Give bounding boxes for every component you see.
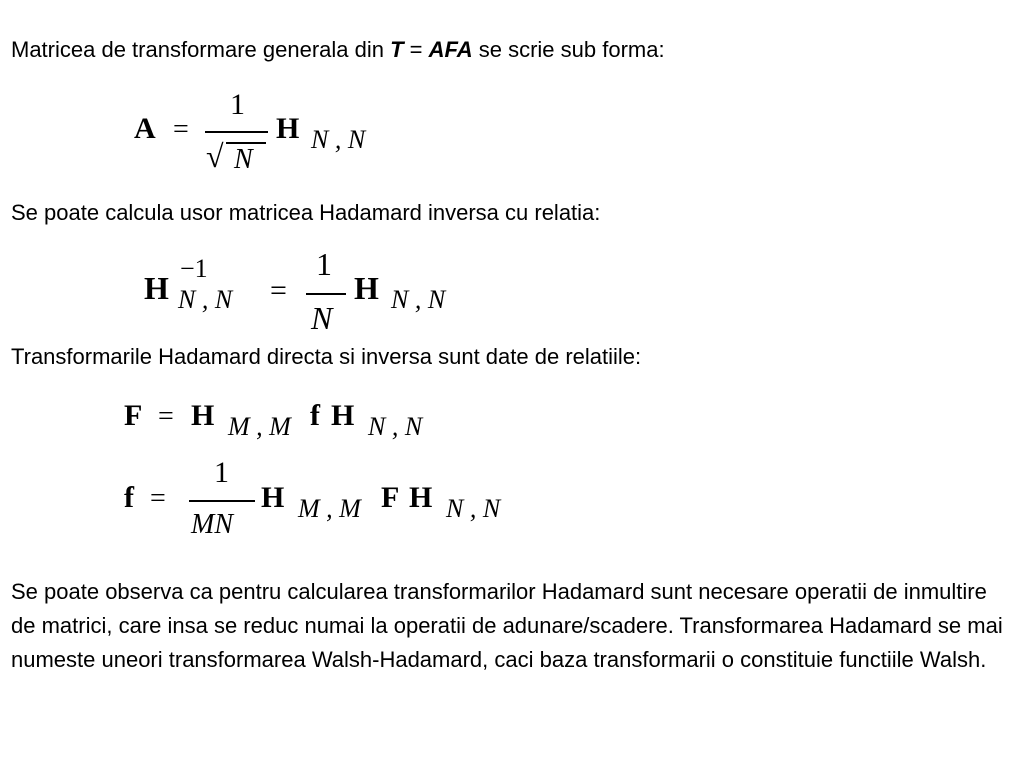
eq3-equals: = <box>158 401 174 432</box>
eq4-subscript-1: M , M <box>298 494 361 523</box>
eq2-matrix: H <box>354 270 379 306</box>
eq2-denominator: N <box>311 300 333 336</box>
eq1-matrix: H <box>276 112 300 145</box>
eq1-fraction-bar <box>205 131 268 133</box>
intro-text-end: se scrie sub forma: <box>472 37 665 62</box>
eq2-superscript: −1 <box>180 254 208 283</box>
eq2-equals: = <box>270 274 287 307</box>
intro-symbol-afa: AFA <box>428 37 473 62</box>
intro-equals: = <box>403 37 429 62</box>
eq1-radical-overline <box>226 142 266 144</box>
eq2-subscript: N , N <box>391 285 446 314</box>
eq4-fraction-bar <box>189 500 255 502</box>
eq3-subscript-1: M , M <box>228 412 291 441</box>
eq2-numerator: 1 <box>316 246 332 282</box>
eq3-matrix-2: H <box>331 399 355 432</box>
intro-text-start: Matricea de transformare generala din <box>11 37 391 62</box>
eq3-subscript-2: N , N <box>368 412 423 441</box>
eq1-lhs: A <box>134 112 156 145</box>
eq4-subscript-2: N , N <box>446 494 501 523</box>
eq1-radical: √ <box>206 138 224 174</box>
intro-paragraph <box>11 33 665 67</box>
eq3-middle: f <box>310 399 320 432</box>
eq4-numerator: 1 <box>214 456 229 489</box>
eq1-subscript: N , N <box>311 125 366 154</box>
inverse-paragraph: Se poate calcula usor matricea Hadamard inversa cu relatia: <box>11 200 601 225</box>
eq4-denominator: MN <box>191 509 233 540</box>
eq1-equals: = <box>173 114 189 145</box>
eq4-middle: F <box>381 481 400 514</box>
eq3-matrix-1: H <box>191 399 215 432</box>
eq1-radicand: N <box>234 144 253 175</box>
intro-symbol-t: T <box>390 37 404 62</box>
eq1-numerator: 1 <box>230 88 245 121</box>
eq2-lhs-subscript: N , N <box>178 285 233 314</box>
eq2-lhs: H <box>144 270 169 306</box>
eq4-matrix-1: H <box>261 481 285 514</box>
eq4-lhs: f <box>124 481 134 514</box>
eq4-equals: = <box>150 483 166 514</box>
eq3-lhs: F <box>124 399 143 432</box>
relations-paragraph: Transformarile Hadamard directa si inversa sunt date de relatiile: <box>11 344 642 369</box>
observation-paragraph: Se poate observa ca pentru calcularea transformarilor Hadamard sunt necesare operatii de inmultire de matrici, care insa se reduc numai la operatii de adunare/scadere. Transformarea Hadamard se mai numeste uneori transformarea Walsh-Hadamard, caci baza transformarii o constituie functiile Walsh. <box>11 579 1003 672</box>
eq2-fraction-bar <box>306 293 346 295</box>
eq4-matrix-2: H <box>409 481 433 514</box>
